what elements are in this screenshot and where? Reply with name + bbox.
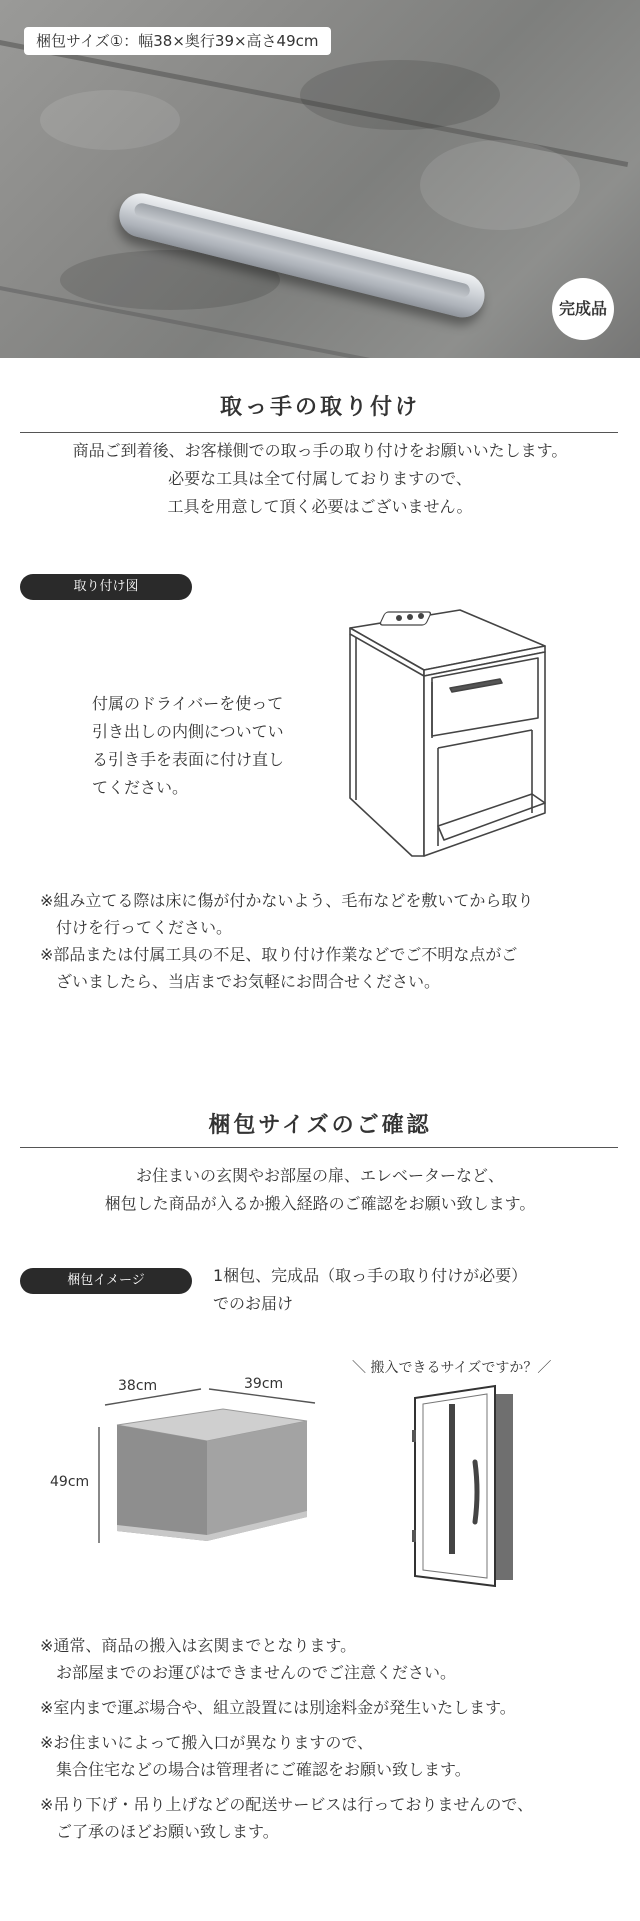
package-intro: お住まいの玄関やお部屋の扉、エレベーターなど、 梱包した商品が入るか搬入経路のご確認をお願い致します。 [104,1166,536,1213]
title-divider [20,1147,618,1148]
diagram-pill: 取り付け図 [20,574,192,600]
handle-section-title: 取っ手の取り付け [219,395,420,420]
completed-product-badge: 完成品 [552,278,614,340]
concrete-texture [300,60,500,130]
diagram-instructions: 付属のドライバーを使って 引き出しの内側についてい る引き手を表面に付け直し てください。 [92,694,285,797]
handle-notes: ※組み立てる際は床に傷が付かないよう、毛布などを敷いてから取り 付けを行ってください。 ※部品または付属工具の不足、取り付け作業などでご不明な点がご ざいましたら、当店までお気軽にお問合せください。 [40,891,534,991]
door-illustration [405,1382,520,1587]
box-width-label: 38cm [118,1378,158,1394]
concrete-texture [420,140,580,230]
package-description: 1梱包、完成品（取っ手の取り付けが必要） でのお届け [213,1266,528,1313]
box-height-label: 49cm [50,1474,90,1490]
handle-intro: 商品ご到着後、お客様側での取っ手の取り付けをお願いいたします。 必要な工具は全て付属しておりますので、 工具を用意して頂く必要はございません。 [72,441,568,516]
package-section-title: 梱包サイズのご確認 [208,1113,432,1138]
package-notes: ※通常、商品の搬入は玄関までとなります。 お部屋までのお運びはできませんのでご注意ください。 ※室内まで運ぶ場合や、組立設置には別途料金が発生いたします。 ※お住まいによって搬入口が異なりますので、 集合住宅などの場合は管理者にご確認をお願い致します。 ※吊り下げ・吊り上げなどの配送サービスは行っておりませんので、 ご了承のほどお願い致します。 [40,1636,534,1841]
outlet-icon [379,612,431,625]
hero-photo [0,0,640,358]
package-image-pill: 梱包イメージ [20,1268,192,1294]
package-size-label: 梱包サイズ①：幅38×奥行39×高さ49cm [24,27,331,55]
title-divider [20,432,618,433]
concrete-texture [40,90,180,150]
nightstand-diagram [340,598,550,863]
door-caption: ＼ 搬入できるサイズですか？／ [352,1360,552,1376]
box-depth-label: 39cm [244,1376,284,1392]
package-box-illustration [95,1385,325,1550]
